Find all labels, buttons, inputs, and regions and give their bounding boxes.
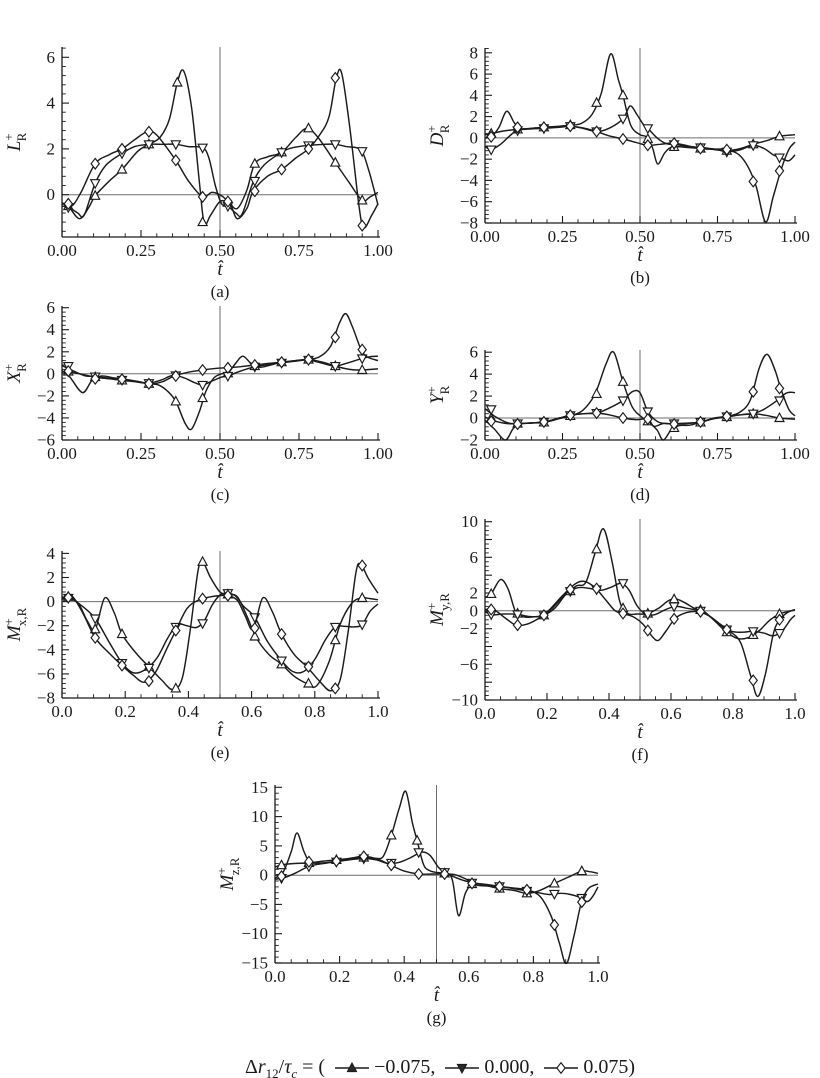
diamond-icon [619,134,627,145]
diamond-icon [544,1061,578,1075]
diamond-icon [199,192,207,203]
y-tick-label: −6 [459,654,478,674]
y-axis-label [1,607,29,642]
series-markers-triangle-down [64,355,367,390]
diamond-icon [199,593,207,604]
x-axis-label: t̂ [217,259,223,280]
x-tick-label: 0.75 [284,241,314,260]
x-tick-label: 0.75 [702,444,733,463]
y-tick-label: 0 [46,185,55,205]
x-axis-label: t̂ [433,985,440,1006]
y-tick-label: −2 [459,619,478,639]
x-axis-label: t̂ [637,462,643,483]
x-axis-label: t̂ [217,462,223,483]
y-tick-label: 6 [46,47,55,67]
subplot-g [214,778,609,1027]
series-markers-diamond [487,583,783,686]
diamond-icon [278,164,286,175]
y-tick-label: 10 [251,807,268,827]
diamond-icon [251,623,259,634]
triangle-down-icon [445,1061,479,1075]
x-tick-label: 0.25 [126,241,156,260]
legend-item-value: −0.075, [374,1056,436,1078]
y-tick-label: 6 [46,298,55,318]
subplot-caption: (c) [210,485,230,504]
series-markers-triangle-up [487,544,784,638]
subplot-a [1,47,393,301]
triangle-down-icon [198,620,207,628]
x-tick-label: 1.0 [367,702,389,721]
svg-text:Y+R: Y+R [424,385,452,405]
x-tick-label: 1.00 [780,227,810,246]
y-tick-label: 4 [46,320,55,340]
y-tick-label: 4 [46,93,55,113]
series-markers-triangle-down [487,580,784,638]
y-tick-label: 0 [469,128,478,148]
x-tick-label: 0.50 [625,227,655,246]
triangle-down-icon [358,621,367,629]
triangle-up-icon [173,78,182,86]
x-tick-label: 0.50 [205,241,235,260]
y-tick-label: 5 [259,836,268,856]
x-tick-label: 0.8 [304,702,326,721]
svg-text:M+x,R: M+x,R [1,607,29,642]
x-tick-label: 0.0 [51,702,73,721]
triangle-up-icon [592,544,601,552]
x-tick-label: 0.0 [474,704,496,723]
triangle-up-icon [331,635,340,643]
legend-item [445,1056,534,1078]
x-tick-label: 0.75 [284,444,314,463]
diamond-icon [358,560,366,571]
triangle-down-icon [414,849,423,857]
legend-close: ) [628,1056,636,1078]
y-tick-label: 15 [251,777,268,797]
x-tick-label: 0.00 [470,444,500,463]
subplot-b [424,43,810,287]
y-tick-label: 0 [469,408,478,428]
x-tick-label: 1.00 [363,241,393,260]
diamond-icon [358,220,366,231]
figure-legend [130,1056,750,1078]
x-tick-label: 0.25 [547,444,578,463]
series-markers-triangle-down [64,141,367,212]
y-tick-label: 2 [469,386,478,406]
legend-item-value: 0.000, [484,1056,535,1078]
y-tick-label: −8 [459,213,478,233]
y-tick-label: 0 [259,865,268,885]
triangle-up-icon [304,123,313,131]
y-axis-label [424,593,452,627]
x-tick-label: 0.6 [458,967,480,986]
series-markers-triangle-up [487,90,784,154]
y-tick-label: −6 [36,430,55,450]
y-tick-label: −4 [36,640,55,660]
x-tick-label: 0.50 [205,444,235,463]
legend-item-value: 0.075 [583,1056,629,1078]
series-markers-diamond [64,560,366,694]
y-tick-label: −8 [36,688,55,708]
y-tick-label: −4 [459,170,478,190]
diamond-icon [278,629,286,640]
x-tick-label: 0.0 [264,967,286,986]
y-axis-label [424,124,452,147]
subplot-caption: (b) [630,268,650,287]
y-tick-label: 8 [469,43,478,63]
svg-text:M+y,R: M+y,R [424,593,452,626]
diamond-icon [415,869,423,880]
svg-text:X+R: X+R [1,363,29,383]
y-tick-label: 2 [469,583,478,603]
legend-prefix: $\Delta r_{12}/\tau_c$ = ( [244,1056,326,1078]
x-tick-label: 0.6 [240,702,263,721]
diamond-icon [332,856,340,867]
y-tick-label: 2 [46,568,55,587]
diamond-icon [331,73,339,84]
triangle-up-icon [592,389,601,397]
triangle-down-icon [198,381,207,389]
x-tick-label: 0.50 [625,444,655,463]
y-axis-label [214,857,242,891]
x-tick-label: 0.8 [722,704,744,723]
legend-item [335,1056,435,1078]
subplot-c [1,298,393,504]
subplot-f [424,512,806,764]
y-tick-label: 6 [469,64,478,84]
x-tick-label: 1.00 [780,444,810,463]
triangle-up-icon [335,1061,369,1075]
svg-text:L+R: L+R [1,132,29,152]
x-tick-label: 0.6 [660,704,682,723]
triangle-up-icon [387,831,396,839]
triangle-up-icon [198,393,207,401]
series-markers-diamond [64,332,366,389]
x-tick-label: 0.4 [598,704,620,723]
diamond-icon [749,386,757,397]
x-tick-label: 0.2 [114,702,136,721]
x-tick-label: 0.00 [470,227,500,246]
y-tick-label: 4 [46,543,55,563]
triangle-up-icon [619,377,628,385]
triangle-up-icon [198,557,207,565]
y-tick-label: −2 [36,386,55,406]
legend-items [325,1056,628,1078]
subplot-d [424,343,810,504]
y-tick-label: 0 [469,601,478,621]
x-tick-label: 0.75 [702,227,733,246]
subplot-caption: (d) [630,485,650,504]
diamond-icon [619,413,627,424]
diamond-icon [145,126,153,137]
triangle-up-icon [118,629,127,637]
subplot-caption: (e) [210,743,230,762]
y-tick-label: 0 [46,364,55,384]
y-tick-label: 6 [469,342,478,362]
y-axis-label [424,385,452,404]
triangle-down-icon [358,148,367,156]
triangle-down-icon [91,180,100,188]
y-tick-label: −2 [459,430,478,450]
y-tick-label: −6 [36,664,55,684]
y-tick-label: −10 [451,690,478,710]
subplot-caption: (a) [210,282,230,301]
x-tick-label: 0.8 [522,967,545,986]
x-tick-label: 1.00 [363,444,393,463]
x-tick-label: 0.4 [393,967,415,986]
x-tick-label: 0.2 [536,704,558,723]
triangle-up-icon [413,836,422,844]
y-tick-label: −2 [459,149,478,169]
y-tick-label: 2 [46,342,55,362]
y-tick-label: 0 [46,592,55,612]
x-axis-label: t̂ [637,722,643,743]
diamond-icon [550,920,558,931]
diamond-icon [277,871,285,882]
subplot-caption: (f) [631,745,649,764]
x-axis-label: t̂ [637,245,643,266]
triangle-up-icon [619,90,628,98]
y-tick-label: 2 [469,107,478,127]
y-tick-label: 10 [461,512,478,532]
series-markers-triangle-up [64,78,367,226]
x-tick-label: 0.25 [126,444,156,463]
diamond-icon [513,620,521,631]
diamond-icon [224,363,232,374]
series-markers-triangle-up [64,557,367,692]
x-tick-label: 0.4 [177,702,200,721]
y-tick-label: 4 [469,85,478,105]
svg-text:D+R: D+R [424,124,452,147]
triangle-up-icon [198,217,207,225]
legend-item [544,1056,628,1078]
y-tick-label: −15 [241,953,268,973]
y-tick-label: −10 [241,924,268,944]
x-tick-label: 0.2 [328,967,351,986]
svg-text:M+z,R: M+z,R [214,857,242,891]
x-tick-label: 0.00 [47,241,77,260]
x-tick-label: 0.00 [47,444,77,463]
subplot-caption: (g) [426,1008,447,1027]
y-axis-label [1,363,29,384]
y-tick-label: −4 [36,408,55,428]
x-axis-label: t̂ [217,720,223,741]
y-tick-label: −2 [36,616,55,636]
y-tick-label: −6 [459,192,478,212]
y-tick-label: 4 [469,364,478,384]
x-tick-label: 1.0 [784,704,806,723]
y-tick-label: 2 [46,139,55,159]
subplot-e [1,544,389,762]
x-tick-label: 1.0 [587,967,609,986]
y-axis-label [1,132,29,152]
y-tick-label: 6 [469,547,478,567]
x-tick-label: 0.25 [547,227,578,246]
triangle-down-icon [487,406,496,414]
triangle-down-icon [775,630,784,638]
y-tick-label: −5 [249,894,268,914]
triangle-down-icon [619,397,628,405]
